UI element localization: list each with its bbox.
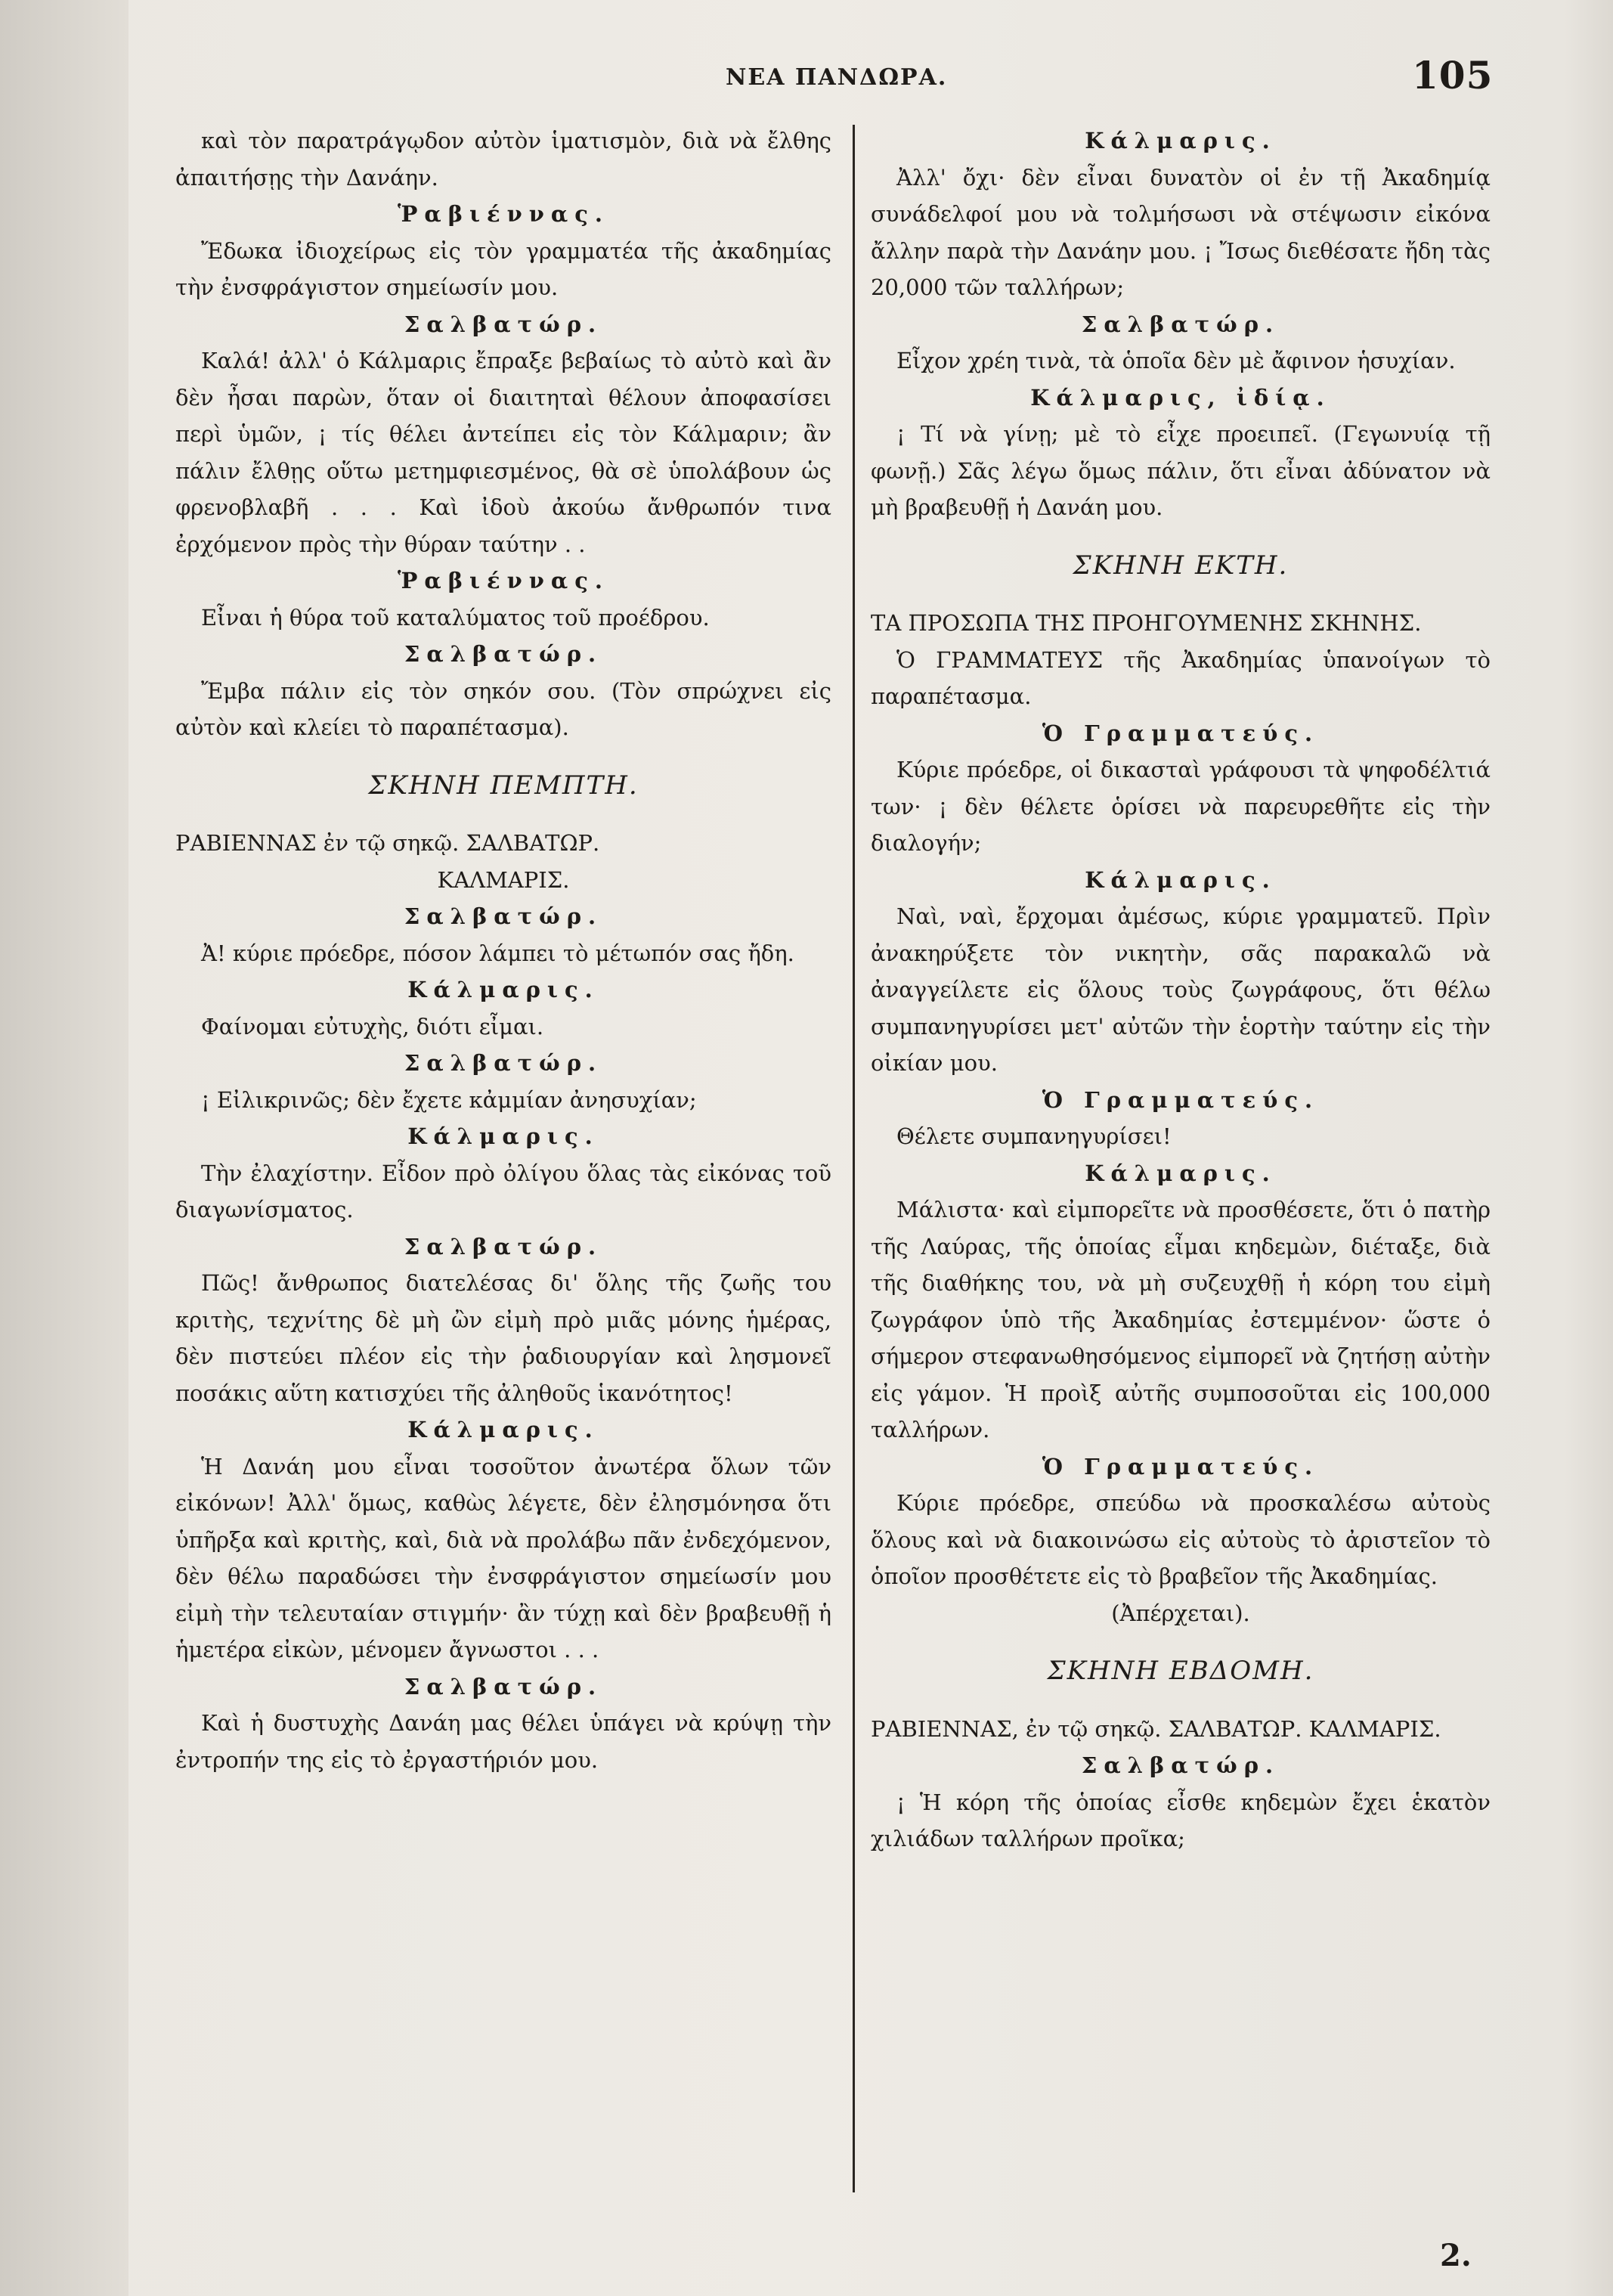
right-column bbox=[871, 122, 1491, 1858]
running-title: ΝΕΑ ΠΑΝΔΩΡΑ. bbox=[726, 64, 948, 91]
dialogue-text: ¡ Τί νὰ γίνῃ; μὲ τὸ εἶχε προειπεῖ. (Γεγωνυίᾳ τῇ φωνῇ.) Σᾶς λέγω ὅμως πάλιν, ὅτι εἶναι ἀδύνατον νὰ μὴ βραβευθῇ ἡ Δανάη μου. bbox=[871, 421, 1491, 520]
dialogue-text: Εἶχον χρέη τινὰ, τὰ ὁποῖα δὲν μὲ ἄφινον ἡσυχίαν. bbox=[896, 348, 1456, 373]
scene-heading: ΣΚΗΝΗ ΕΚΤΗ. bbox=[1073, 550, 1289, 581]
dialogue-text: Πῶς! ἄνθρωπος διατελέσας δι' ὅλης τῆς ζωῆς του κριτὴς, τεχνίτης δὲ μὴ ὢν εἰμὴ πρὸ μιᾶς μόνης ἡμέρας, δὲν πιστεύει πλέον εἰς τὴν ῥαδιουργίαν καὶ λησμονεῖ ποσάκις αὕτη κατισχύει τῆς ἀληθοῦς ἱκανότητος! bbox=[175, 1270, 831, 1406]
dramatis-personae: ΡΑΒΙΕΝΝΑΣ ἐν τῷ σηκῷ. ΣΑΛΒΑΤΩΡ. bbox=[175, 830, 600, 856]
speaker-name: Ὁ Γραμματεύς. bbox=[1042, 720, 1320, 746]
speaker-name: Ὁ Γραμματεύς. bbox=[1042, 1086, 1320, 1113]
dialogue-text: Ὁ ΓΡΑΜΜΑΤΕΥΣ τῆς Ἀκαδημίας ὑπανοίγων τὸ παραπέτασμα. bbox=[871, 646, 1491, 709]
speaker-name: Σαλβατώρ. bbox=[404, 903, 603, 929]
dialogue-text: Καλά! ἀλλ' ὁ Κάλμαρις ἔπραξε βεβαίως τὸ αὐτὸ καὶ ἂν δὲν ἦσαι παρὼν, ὅταν οἱ διαιτηταὶ θέλουν ἀποφασίσει περὶ ὑμῶν, ¡ τίς θέλει ἀντείπει εἰς τὸν Κάλμαριν; ἂν πάλιν ἔλθῃς οὕτω μετημφιεσμένος, θὰ σὲ ὑπολάβουν ὡς φρενοβλαβῆ . . . Καὶ ἰδοὺ ἀκούω ἄνθρωπόν τινα ἐρχόμενον πρὸς τὴν θύραν ταύτην . . bbox=[175, 348, 831, 557]
speaker-name: Κάλμαρις, ἰδίᾳ. bbox=[1030, 384, 1331, 411]
dialogue-text: Θέλετε συμπανηγυρίσει! bbox=[896, 1123, 1172, 1149]
dialogue-text: Κύριε πρόεδρε, οἱ δικασταὶ γράφουσι τὰ ψηφοδέλτιά των· ¡ δὲν θέλετε ὁρίσει νὰ παρευρεθῆτε εἰς τὴν διαλογήν; bbox=[871, 757, 1491, 856]
dialogue-text: ¡ Εἰλικρινῶς; δὲν ἔχετε κἀμμίαν ἀνησυχίαν; bbox=[201, 1086, 697, 1113]
dialogue-text: Φαίνομαι εὐτυχὴς, διότι εἶμαι. bbox=[201, 1013, 544, 1040]
speaker-name: Σαλβατώρ. bbox=[404, 1673, 603, 1700]
dialogue-text: ¡ Ἡ κόρη τῆς ὁποίας εἶσθε κηδεμὼν ἔχει ἑκατὸν χιλιάδων ταλλήρων προῖκα; bbox=[871, 1789, 1491, 1851]
dialogue-text: Ναὶ, ναὶ, ἔρχομαι ἀμέσως, κύριε γραμματεῦ. Πρὶν ἀνακηρύξετε τὸν νικητὴν, σᾶς παρακαλῶ νὰ ἀναγγείλετε εἰς ὅλους τοὺς ζωγράφους, ὅτι θέλω συμπανηγυρίσει μετ' αὐτῶν τὴν ἑορτὴν ταύτην εἰς τὴν οἰκίαν μου. bbox=[871, 903, 1491, 1076]
dramatis-personae: ΤΑ ΠΡΟΣΩΠΑ ΤΗΣ ΠΡΟΗΓΟΥΜΕΝΗΣ ΣΚΗΝΗΣ. bbox=[871, 610, 1422, 636]
left-column bbox=[175, 122, 831, 1778]
speaker-name: Κάλμαρις. bbox=[1085, 128, 1277, 153]
dialogue-text: Μάλιστα· καὶ εἰμπορεῖτε νὰ προσθέσετε, ὅτι ὁ πατὴρ τῆς Λαύρας, τῆς ὁποίας εἶμαι κηδεμὼν, διέταξε, διὰ τῆς διαθήκης του, νὰ μὴ συζευχθῇ ἡ κόρη του εἰμὴ ζωγράφον ὑπὸ τῆς Ἀκαδημίας ἐστεμμένον· ὥστε ὁ σήμερον στεφανωθησόμενος εἰμπορεῖ νὰ ζητήσῃ αὐτὴν εἰς γάμον. Ἡ προὶξ αὐτῆς συμποσοῦται εἰς 100,000 ταλλήρων. bbox=[871, 1197, 1491, 1442]
page-number: 105 bbox=[1412, 53, 1494, 98]
signature-mark: 2. bbox=[1440, 2238, 1472, 2273]
speaker-name: Σαλβατώρ. bbox=[404, 1050, 603, 1076]
column-divider bbox=[853, 125, 855, 2192]
speaker-name: Ῥαβιέννας. bbox=[398, 568, 609, 593]
speaker-name: Ῥαβιέννας. bbox=[398, 201, 609, 227]
dialogue-text: Κύριε πρόεδρε, σπεύδω νὰ προσκαλέσω αὐτοὺς ὅλους καὶ νὰ διακοινώσω εἰς αὐτοὺς τὸ ἀριστεῖον τὸ ὁποῖον προσθέτετε εἰς τὸ βραβεῖον τῆς Ἀκαδημίας. bbox=[871, 1490, 1491, 1589]
dialogue-text: καὶ τὸν παρατράγῳδον αὐτὸν ἱματισμὸν, διὰ νὰ ἔλθης ἀπαιτήσῃς τὴν Δανάην. bbox=[175, 128, 831, 191]
dialogue-text: Ἔμβα πάλιν εἰς τὸν σηκόν σου. (Τὸν σπρώχνει εἰς αὐτὸν καὶ κλείει τὸ παραπέτασμα). bbox=[175, 677, 831, 740]
dialogue-text: Τὴν ἐλαχίστην. Εἶδον πρὸ ὀλίγου ὅλας τὰς εἰκόνας τοῦ διαγωνίσματος. bbox=[175, 1160, 831, 1222]
dramatis-personae: ΡΑΒΙΕΝΝΑΣ, ἐν τῷ σηκῷ. ΣΑΛΒΑΤΩΡ. ΚΑΛΜΑΡΙΣ. bbox=[871, 1715, 1441, 1742]
speaker-name: Σαλβατώρ. bbox=[404, 1233, 603, 1260]
dialogue-text: Ἀ! κύριε πρόεδρε, πόσον λάμπει τὸ μέτωπόν σας ἤδη. bbox=[201, 940, 794, 966]
speaker-name: Σαλβατώρ. bbox=[404, 641, 603, 667]
dialogue-text: Εἶναι ἡ θύρα τοῦ καταλύματος τοῦ προέδρου. bbox=[201, 604, 710, 631]
speaker-name: Κάλμαρις. bbox=[407, 1123, 599, 1149]
speaker-name: Ὁ Γραμματεύς. bbox=[1042, 1453, 1320, 1480]
speaker-name: Σαλβατώρ. bbox=[404, 311, 603, 337]
scene-heading: ΣΚΗΝΗ ΕΒΔΟΜΗ. bbox=[1047, 1656, 1314, 1686]
dialogue-text: Ἡ Δανάη μου εἶναι τοσοῦτον ἀνωτέρα ὅλων τῶν εἰκόνων! Ἀλλ' ὅμως, καθὼς λέγετε, δὲν ἐλησμόνησα ὅτι ὑπῆρξα καὶ κριτὴς, καὶ, διὰ νὰ προλάβω πᾶν ἐνδεχόμενον, δὲν θέλω παραδώσει τὴν ἐνσφράγιστον σημείωσίν μου εἰμὴ τὴν τελευταίαν στιγμήν· ἂν τύχῃ καὶ δὲν βραβευθῇ ἡ ἡμετέρα εἰκὼν, μένομεν ἄγνωστοι . . . bbox=[175, 1453, 831, 1662]
speaker-name: Κάλμαρις. bbox=[1085, 1160, 1277, 1186]
stage-direction: ΚΑΛΜΑΡΙΣ. bbox=[437, 866, 570, 893]
scene-heading: ΣΚΗΝΗ ΠΕΜΠΤΗ. bbox=[368, 770, 639, 801]
page-gutter bbox=[0, 0, 128, 2296]
dialogue-text: Ἔδωκα ἰδιοχείρως εἰς τὸν γραμματέα τῆς ἀκαδημίας τὴν ἐνσφράγιστον σημείωσίν μου. bbox=[175, 237, 831, 300]
dialogue-text: Ἀλλ' ὄχι· δὲν εἶναι δυνατὸν οἱ ἐν τῇ Ἀκαδημίᾳ συνάδελφοί μου νὰ τολμήσωσι νὰ στέψωσιν εἰκόνα ἄλλην παρὰ τὴν Δανάην μου. ¡ Ἴσως διεθέσατε ἤδη τὰς 20,000 τῶν ταλλήρων; bbox=[871, 164, 1491, 300]
dialogue-text: Καὶ ἡ δυστυχὴς Δανάη μας θέλει ὑπάγει νὰ κρύψῃ τὴν ἐντροπήν της εἰς τὸ ἐργαστήριόν μου. bbox=[175, 1710, 831, 1773]
speaker-name: Κάλμαρις. bbox=[1085, 866, 1277, 893]
speaker-name: Κάλμαρις. bbox=[407, 977, 599, 1002]
stage-direction: (Ἀπέρχεται). bbox=[1111, 1600, 1250, 1626]
speaker-name: Σαλβατώρ. bbox=[1081, 311, 1280, 337]
speaker-name: Κάλμαρις. bbox=[407, 1417, 599, 1442]
speaker-name: Σαλβατώρ. bbox=[1081, 1752, 1280, 1778]
